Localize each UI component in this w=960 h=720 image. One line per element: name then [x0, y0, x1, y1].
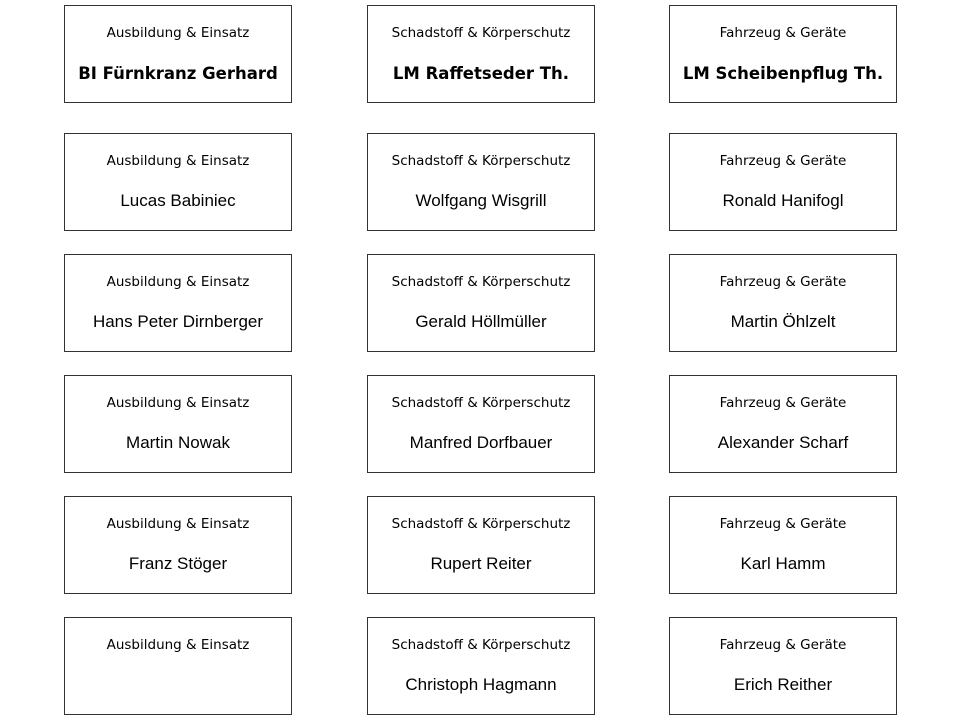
- team-role-label: Fahrzeug & Geräte: [719, 637, 847, 653]
- team-role-label: Schadstoff & Körperschutz: [391, 516, 571, 532]
- member-card: [367, 496, 595, 594]
- team-role-label: Schadstoff & Körperschutz: [391, 637, 571, 653]
- team-role-label: Fahrzeug & Geräte: [719, 274, 847, 290]
- member-card: [367, 617, 595, 715]
- team-lead-card-schadstoff: [367, 5, 595, 103]
- member-name: Gerald Höllmüller: [415, 312, 547, 331]
- team-role-label: Ausbildung & Einsatz: [106, 516, 250, 532]
- member-card: [367, 375, 595, 473]
- team-lead-name: BI Fürnkranz Gerhard: [78, 64, 278, 83]
- member-name: Rupert Reiter: [430, 554, 532, 573]
- member-card: [669, 375, 897, 473]
- team-lead-card-fahrzeug: [669, 5, 897, 103]
- member-name: Erich Reither: [733, 675, 833, 694]
- team-role-label: Fahrzeug & Geräte: [719, 153, 847, 169]
- member-card: [64, 617, 292, 715]
- team-role-label: Schadstoff & Körperschutz: [391, 274, 571, 290]
- member-card: [367, 254, 595, 352]
- member-name: Christoph Hagmann: [405, 675, 557, 694]
- member-card: [669, 133, 897, 231]
- member-card: [367, 133, 595, 231]
- team-lead-card-ausbildung: [64, 5, 292, 103]
- team-role-label: Schadstoff & Körperschutz: [391, 153, 571, 169]
- member-name: Lucas Babiniec: [120, 191, 236, 210]
- member-card: [669, 617, 897, 715]
- member-name: Martin Nowak: [126, 433, 230, 452]
- team-role-label: Fahrzeug & Geräte: [719, 395, 847, 411]
- member-name: Manfred Dorfbauer: [409, 433, 553, 452]
- team-role-label: Ausbildung & Einsatz: [106, 25, 250, 41]
- team-role-label: Schadstoff & Körperschutz: [391, 25, 571, 41]
- member-card: [64, 375, 292, 473]
- team-role-label: Fahrzeug & Geräte: [719, 516, 847, 532]
- team-role-label: Ausbildung & Einsatz: [106, 395, 250, 411]
- member-name: Karl Hamm: [740, 554, 826, 573]
- member-name: Alexander Scharf: [717, 433, 849, 452]
- member-card: [669, 496, 897, 594]
- team-role-label: Ausbildung & Einsatz: [106, 153, 250, 169]
- member-card: [64, 254, 292, 352]
- member-name: Wolfgang Wisgrill: [415, 191, 547, 210]
- team-role-label: Schadstoff & Körperschutz: [391, 395, 571, 411]
- member-card: [64, 133, 292, 231]
- team-role-label: Fahrzeug & Geräte: [719, 25, 847, 41]
- member-name: Franz Stöger: [128, 554, 228, 573]
- member-name: Martin Öhlzelt: [730, 312, 836, 331]
- team-role-label: Ausbildung & Einsatz: [106, 637, 250, 653]
- member-card: [669, 254, 897, 352]
- member-card: [64, 496, 292, 594]
- team-lead-name: LM Raffetseder Th.: [392, 64, 570, 83]
- team-role-label: Ausbildung & Einsatz: [106, 274, 250, 290]
- member-name: Ronald Hanifogl: [722, 191, 844, 210]
- team-lead-name: LM Scheibenpflug Th.: [682, 64, 884, 83]
- member-name: Hans Peter Dirnberger: [92, 312, 264, 331]
